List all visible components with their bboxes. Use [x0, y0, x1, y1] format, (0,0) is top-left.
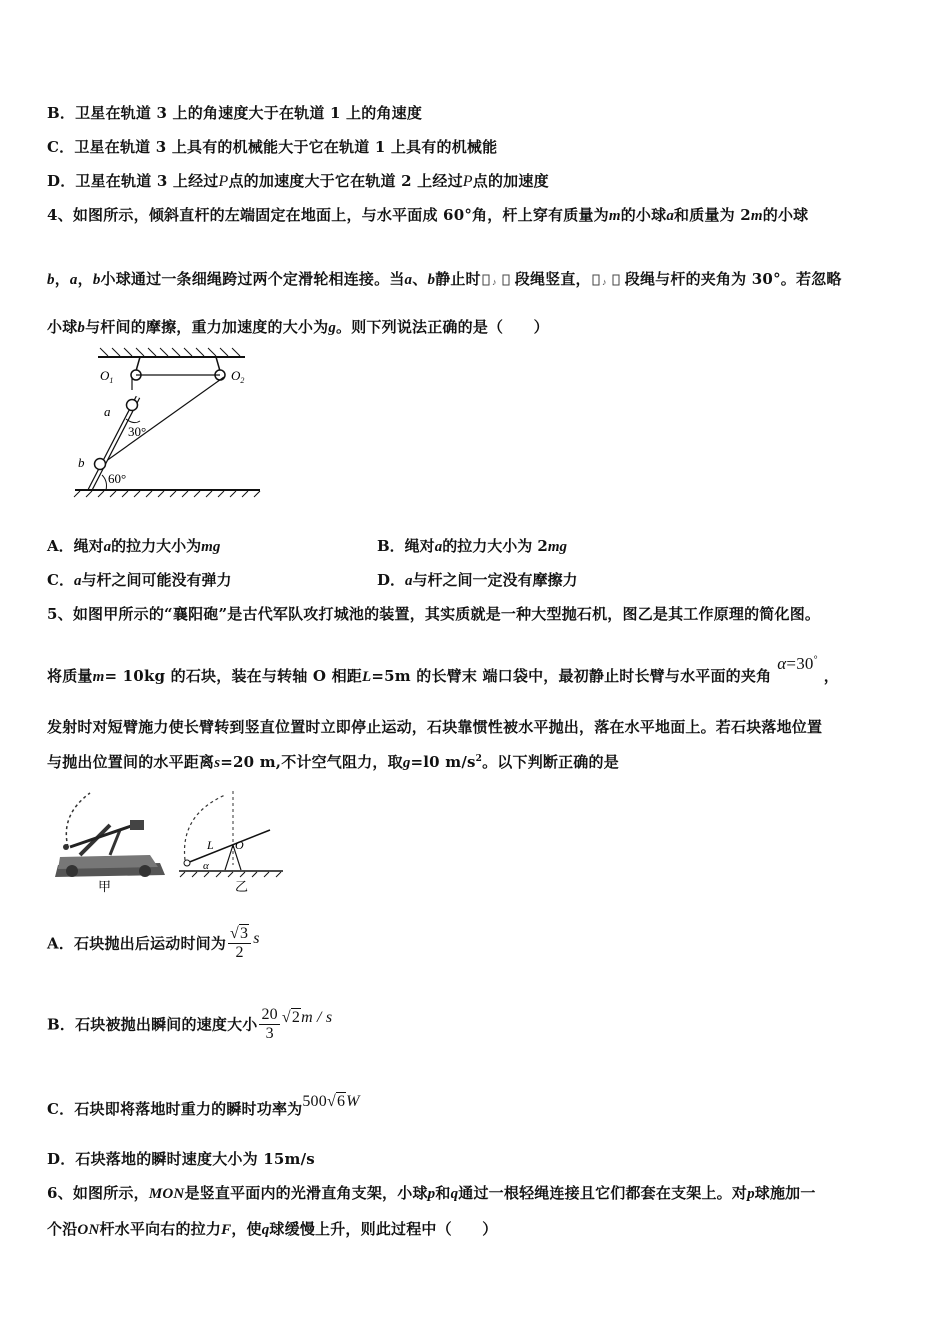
- svg-text:♪: ♪: [601, 277, 607, 287]
- q5-option-c[interactable]: C．石块即将落地时重力的瞬时功率为500√6W: [47, 1093, 360, 1118]
- label-O: O: [235, 838, 244, 852]
- q4-option-b[interactable]: B．绳对a的拉力大小为 2mg: [377, 537, 568, 555]
- ball-b: [95, 459, 106, 470]
- label-30deg: 30°: [128, 424, 147, 439]
- q4-stem-line3: 小球b与杆间的摩擦，重力加速度的大小为g。则下列说法正确的是（ ）: [47, 318, 549, 336]
- q5-stem-line2: 将质量m= 10kg 的石块，装在与转轴 O 相距L=5m 的长臂末 端口袋中，最初静止时长臂与水平面的夹角α=30°，: [47, 654, 839, 685]
- q4-option-a[interactable]: A．绳对a的拉力大小为mg: [47, 537, 221, 555]
- q4-option-d[interactable]: D．a与杆之间一定没有摩擦力: [377, 571, 578, 589]
- ball-a: [127, 400, 138, 411]
- q4-option-c[interactable]: C．a与杆之间可能没有弹力: [47, 571, 232, 589]
- fraction-b: $\frac{20}{3}$: [261, 1006, 278, 1042]
- broken-formula-icon: [591, 273, 625, 287]
- q5-option-d[interactable]: D．石块落地的瞬时速度大小为 15m/s: [47, 1150, 315, 1168]
- ceiling: [98, 348, 245, 357]
- label-b: b: [78, 455, 85, 470]
- option-d-q3: D．卫星在轨道 3 上经过P点的加速度大于它在轨道 2 上经过P点的加速度: [47, 172, 549, 190]
- label-alpha: α: [203, 860, 209, 872]
- q4-stem-line2: b，a，b小球通过一条细绳跨过两个定滑轮相连接。当a、b静止时 ♪ 段绳竖直， ♪ 段绳与杆的夹角为 30°。若忽略: [47, 270, 842, 288]
- option-b-q3: B．卫星在轨道 3 上的角速度大于在轨道 1 上的角速度: [47, 104, 423, 122]
- label-o2: $O_2$: [231, 368, 245, 385]
- label-L: L: [207, 838, 214, 852]
- q4-stem-line1: 4、如图所示，倾斜直杆的左端固定在地面上，与水平面成 60°角，杆上穿有质量为m的小球a和质量为 2m的小球: [47, 206, 809, 224]
- q5-stem-line1: 5、如图甲所示的“襄阳砲”是古代军队攻打城池的装置，其实质就是一种大型抛石机，图乙是其工作原理的简化图。: [47, 605, 821, 623]
- q6-stem-line2: 个沿ON杆水平向右的拉力F，使q球缓慢上升，则此过程中（ ）: [47, 1220, 498, 1238]
- label-yi: 乙: [235, 879, 249, 893]
- q5-option-b[interactable]: B．石块被抛出瞬间的速度大小 $\frac{20}{3}$ √2m / s: [47, 1006, 333, 1042]
- svg-text:♪: ♪: [491, 277, 497, 287]
- q4-figure: [70, 345, 270, 500]
- option-c-q3: C．卫星在轨道 3 上具有的机械能大于它在轨道 1 上具有的机械能: [47, 138, 498, 156]
- q5-figure-yi: [175, 785, 290, 893]
- label-o1: $O_1$: [100, 368, 114, 385]
- fraction-a: $\frac{√3}{2}$: [228, 925, 251, 961]
- label-jia: 甲: [98, 879, 112, 893]
- label-60deg: 60°: [108, 471, 127, 486]
- q5-option-a[interactable]: A．石块抛出后运动时间为 $\frac{√3}{2}$ s: [47, 925, 260, 961]
- broken-formula-icon: [481, 273, 515, 287]
- q5-figure-jia: [50, 785, 175, 893]
- q5-stem-line3: 发射时对短臂施力使长臂转到竖直位置时立即停止运动，石块靠惯性被水平抛出，落在水平地面上。若石块落地位置: [47, 718, 823, 736]
- label-a: a: [104, 404, 111, 419]
- q6-stem-line1: 6、如图所示，MON是竖直平面内的光滑直角支架，小球p和q通过一根轻绳连接且它们都套在支架上。对p球施加一: [47, 1184, 816, 1202]
- q5-stem-line4: 与抛出位置间的水平距离s=20 m,不计空气阻力，取g=l0 $m/s^2$。以下判断正确的是: [47, 753, 619, 771]
